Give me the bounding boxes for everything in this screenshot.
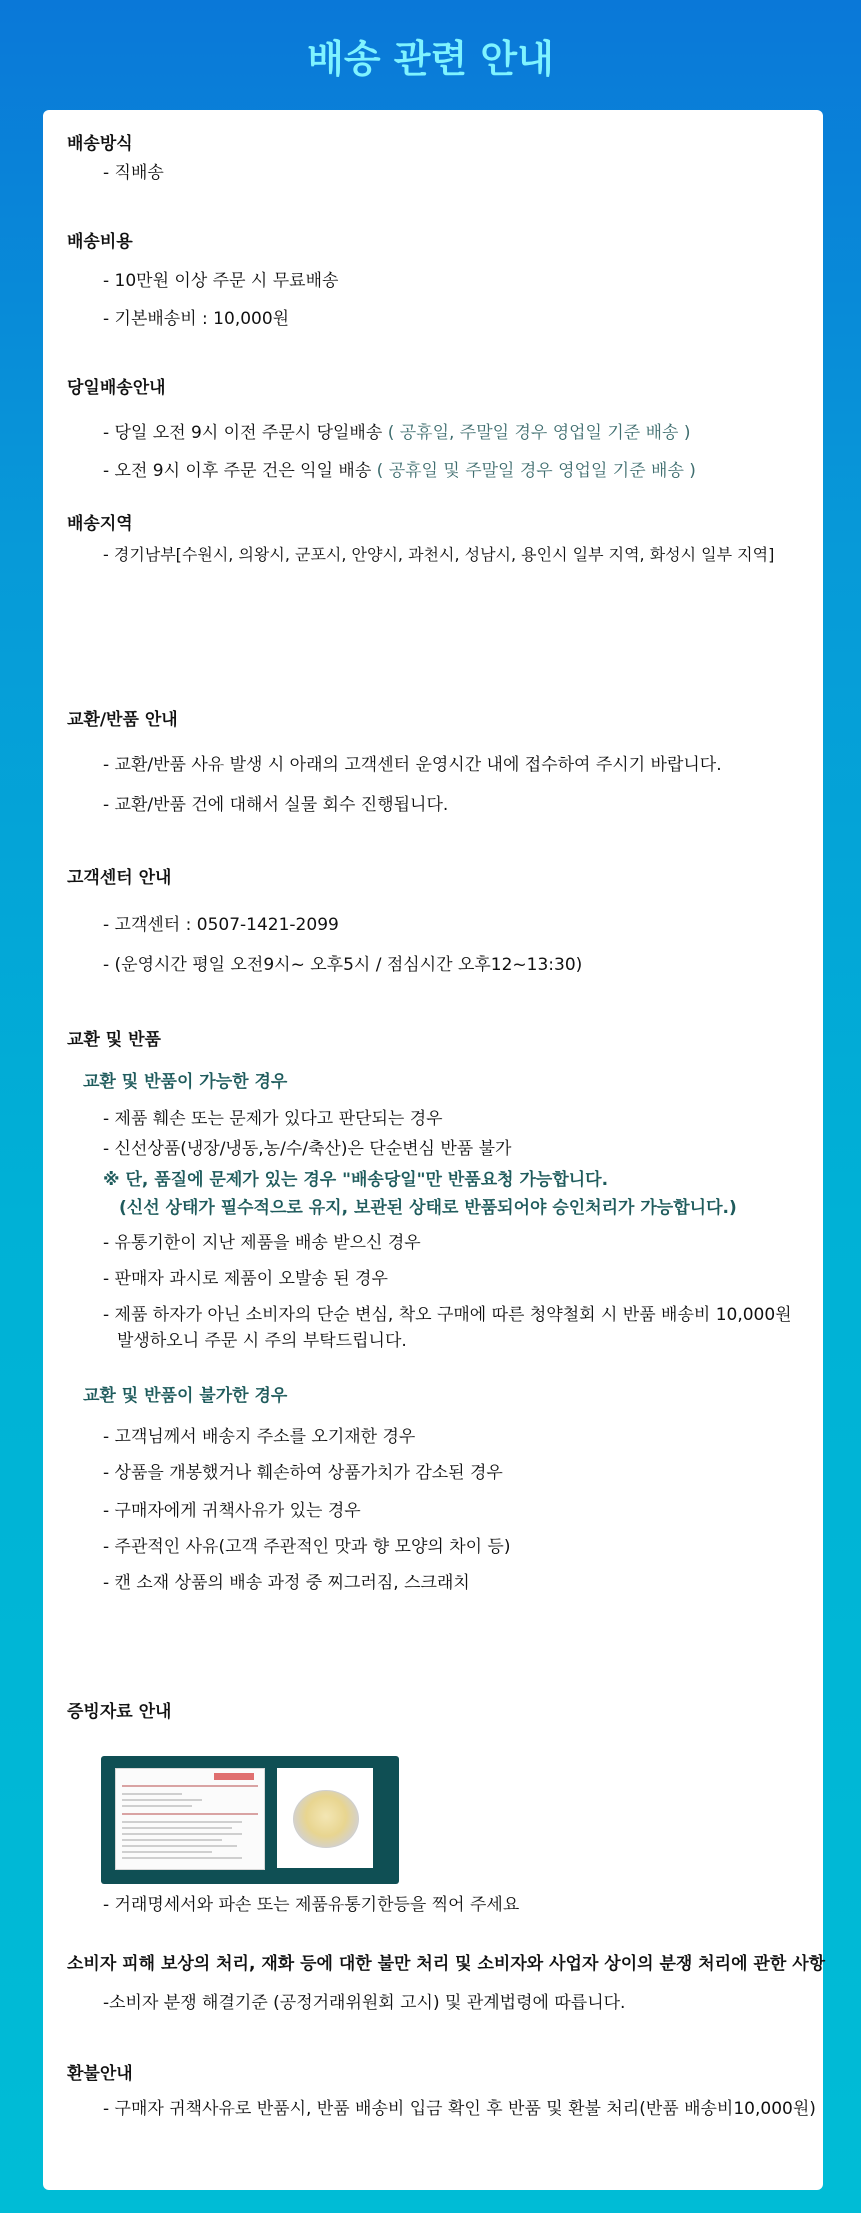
notice-line: (신선 상태가 필수적으로 유지, 보관된 상태로 반품되어야 승인처리가 가능합니다.) [119, 1198, 737, 1218]
section-heading: 배송비용 [67, 232, 133, 252]
section-heading: 배송지역 [67, 514, 133, 534]
section-heading: 증빙자료 안내 [67, 1702, 172, 1722]
list-item: - 상품을 개봉했거나 훼손하여 상품가치가 감소된 경우 [103, 1463, 503, 1483]
operating-hours: - (운영시간 평일 오전9시~ 오후5시 / 점심시간 오후12~13:30) [103, 955, 583, 975]
customer-center-section [67, 866, 813, 978]
list-item: - 캔 소재 상품의 배송 과정 중 찌그러짐, 스크래치 [103, 1573, 470, 1593]
list-item: - 구매자에게 귀책사유가 있는 경우 [103, 1501, 361, 1521]
list-item: -소비자 분쟁 해결기준 (공정거래위원회 고시) 및 관계법령에 따릅니다. [103, 1993, 626, 2013]
section-heading: 당일배송안내 [67, 378, 166, 398]
section-heading: 소비자 피해 보상의 처리, 재화 등에 대한 불만 처리 및 소비자와 사업자 상이의 분쟁 처리에 관한 사항 [67, 1954, 826, 1974]
dispute-section [67, 1952, 826, 2016]
section-heading: 배송방식 [67, 134, 133, 154]
item-note: ( 공휴일 및 주말일 경우 영업일 기준 배송 ) [376, 461, 696, 481]
item-text: - 오전 9시 이후 주문 건은 익일 배송 [103, 461, 377, 481]
invoice-image [115, 1768, 265, 1870]
list-item: - 구매자 귀책사유로 반품시, 반품 배송비 입금 확인 후 반품 및 환불 처리(반품 배송비10,000원) [103, 2099, 816, 2119]
section-heading: 환불안내 [67, 2064, 133, 2084]
invoice-title-mark [214, 1773, 254, 1780]
delivery-area-section [67, 512, 813, 568]
list-item: - 거래명세서와 파손 또는 제품유통기한등을 찍어 주세요 [103, 1895, 520, 1915]
list-item: - 제품 하자가 아닌 소비자의 단순 변심, 착오 구매에 따른 청약철회 시 반품 배송비 10,000원 발생하오니 주문 시 주의 부탁드립니다. [103, 1305, 792, 1351]
phone-number: - 고객센터 : 0507-1421-2099 [103, 915, 339, 935]
list-item: - 직배송 [103, 163, 164, 183]
list-item: - 신선상품(냉장/냉동,농/수/축산)은 단순변심 반품 불가 [103, 1139, 512, 1159]
impossible-heading: 교환 및 반품이 불가한 경우 [83, 1386, 288, 1406]
info-card [43, 110, 826, 2190]
list-item: - 10만원 이상 주문 시 무료배송 [103, 271, 339, 291]
item-note: ( 공휴일, 주말일 경우 영업일 기준 배송 ) [387, 423, 691, 443]
delivery-method-section [67, 132, 813, 186]
page-title: 배송 관련 안내 [307, 37, 554, 81]
list-item: - 제품 훼손 또는 문제가 있다고 판단되는 경우 [103, 1109, 443, 1129]
list-item: - 판매자 과시로 제품이 오발송 된 경우 [103, 1269, 388, 1289]
product-image [277, 1768, 373, 1868]
notice-line: ※ 단, 품질에 문제가 있는 경우 "배송당일"만 반품요청 가능합니다. [103, 1170, 609, 1190]
refund-section [67, 2062, 816, 2122]
list-item [67, 458, 813, 484]
evidence-section [67, 1700, 813, 1918]
item-text: - 당일 오전 9시 이전 주문시 당일배송 [103, 423, 388, 443]
list-item: - 기본배송비 : 10,000원 [103, 309, 290, 329]
section-heading: 교환 및 반품 [67, 1030, 161, 1050]
list-item [67, 420, 813, 446]
exchange-return-section [67, 708, 813, 818]
evidence-photo-frame [101, 1756, 399, 1884]
list-item: - 경기남부[수원시, 의왕시, 군포시, 안양시, 과천시, 성남시, 용인시 일부 지역, 화성시 일부 지역] [103, 545, 775, 564]
list-item: - 교환/반품 사유 발생 시 아래의 고객센터 운영시간 내에 접수하여 주시기 바랍니다. [103, 755, 722, 775]
possible-heading: 교환 및 반품이 가능한 경우 [83, 1072, 288, 1092]
section-heading: 고객센터 안내 [67, 868, 172, 888]
section-heading: 교환/반품 안내 [67, 710, 178, 730]
list-item: - 유통기한이 지난 제품을 배송 받으신 경우 [103, 1233, 421, 1253]
same-day-section [67, 376, 813, 484]
list-item: - 고객님께서 배송지 주소를 오기재한 경우 [103, 1427, 416, 1447]
list-item: - 주관적인 사유(고객 주관적인 맛과 향 모양의 차이 등) [103, 1537, 511, 1557]
delivery-cost-section [67, 230, 813, 332]
list-item: - 교환/반품 건에 대해서 실물 회수 진행됩니다. [103, 795, 449, 815]
exchange-policy-section [67, 1028, 813, 1596]
